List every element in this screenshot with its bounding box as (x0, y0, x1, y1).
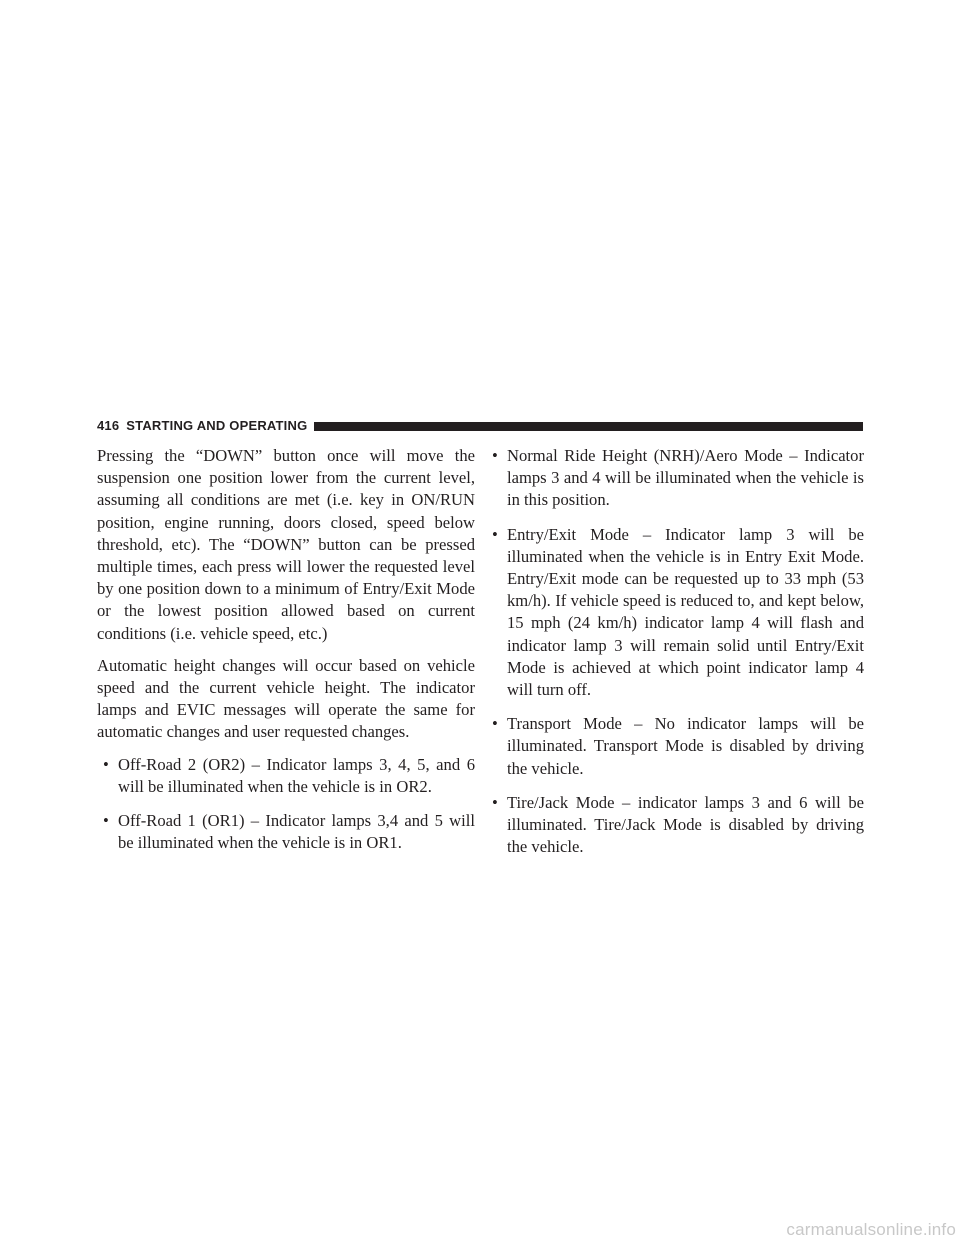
list-item (486, 524, 864, 702)
bullet-icon: • (492, 714, 498, 734)
bullet-icon: • (103, 811, 109, 831)
bullet-icon: • (492, 446, 498, 465)
watermark-text: carmanualsonline.info (786, 1220, 956, 1239)
list-item-text: Off-Road 1 (OR1) – Indicator lamps 3,4 and 5 will be illuminated when the vehicle is in OR1. (118, 811, 475, 853)
section-title: STARTING AND OPERATING (126, 418, 308, 433)
list-item-text: Normal Ride Height (NRH)/Aero Mode – Indicator lamps 3 and 4 will be illuminated when the vehicle is in this position. (507, 446, 864, 510)
right-column (486, 445, 864, 870)
list-item-text: Tire/Jack Mode – indicator lamps 3 and 6 will be illuminated. Tire/Jack Mode is disabled by driving the vehicle. (507, 792, 864, 857)
left-column (97, 445, 475, 866)
bullet-icon: • (492, 792, 498, 812)
paragraph-down-button: Pressing the “DOWN” button once will move the suspension one position lower from the current level, assuming all conditions are met (i.e. key in ON/RUN position, engine running, doors closed, speed below threshold, etc). The “DOWN” button can be pressed multiple times, each press will lower the requested level by one position down to a minimum of Entry/Exit Mode or the lowest position allowed based on current conditions (i.e. vehicle speed, etc.) (97, 446, 475, 643)
list-item (97, 754, 475, 798)
bullet-icon: • (492, 524, 498, 544)
list-item (486, 713, 864, 780)
bullet-icon: • (103, 754, 109, 774)
page-header (97, 418, 863, 434)
page-number: 416 (97, 418, 120, 433)
list-item (97, 810, 475, 854)
header-rule (314, 422, 863, 431)
paragraph-automatic-height: Automatic height changes will occur based on vehicle speed and the current vehicle height. The indicator lamps and EVIC messages will operate the same for automatic changes and user requested changes. (97, 655, 475, 742)
list-item-text: Transport Mode – No indicator lamps will be illuminated. Transport Mode is disabled by driving the vehicle. (507, 714, 864, 778)
list-item-text: Off-Road 2 (OR2) – Indicator lamps 3, 4, 5, and 6 will be illuminated when the vehicle is in OR2. (118, 754, 475, 796)
list-item-text: Entry/Exit Mode – Indicator lamp 3 will be illuminated when the vehicle is in Entry Exit Mode. Entry/Exit mode can be requested up to 33 mph (53 km/h). If vehicle speed is reduced to, and kept below, 15 mph (24 km/h) indicator lamp 4 will flash and indicator lamp 3 will remain solid until Entry/Exit Mode is achieved at which point indicator lamp 4 will turn off. (507, 524, 864, 700)
list-item (486, 792, 864, 859)
list-item (486, 445, 864, 512)
